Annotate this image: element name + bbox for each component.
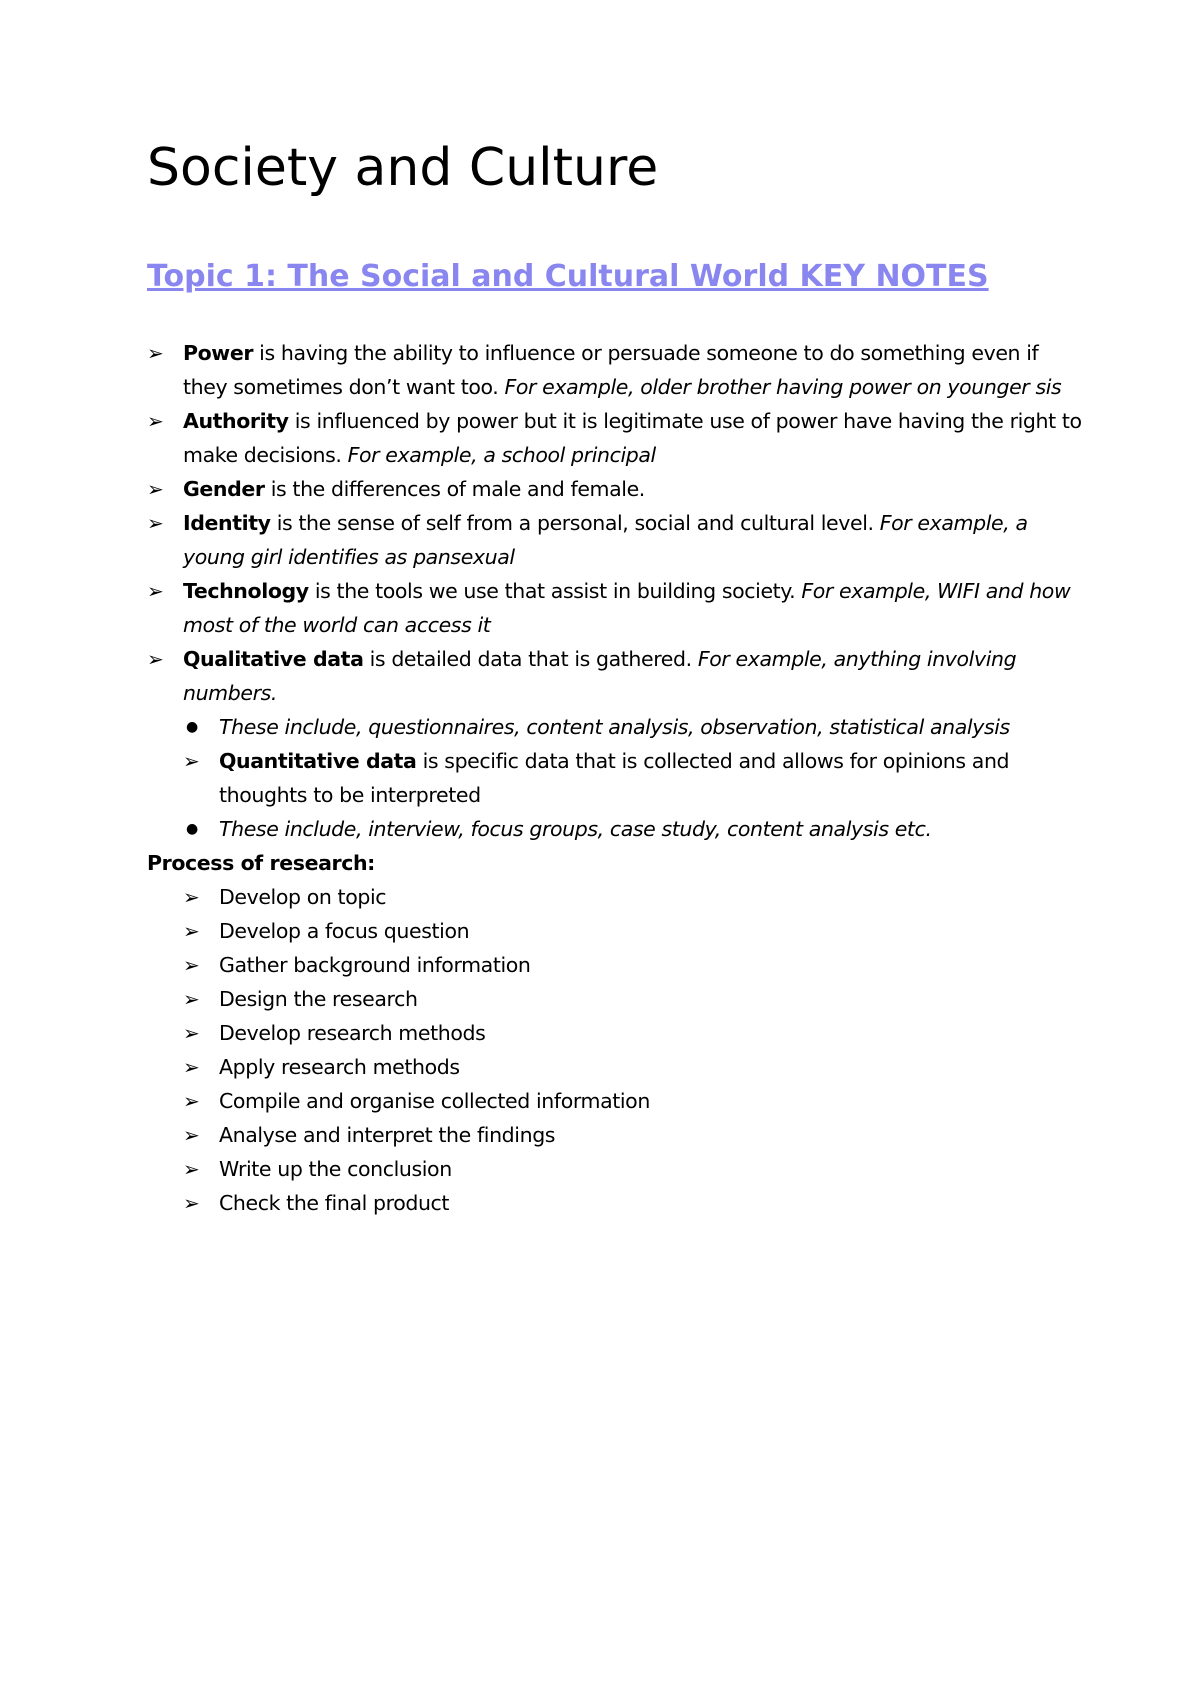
- definition: is detailed data that is gathered.: [363, 647, 698, 671]
- term: Qualitative data: [183, 647, 364, 671]
- step-text: Design the research: [219, 987, 418, 1011]
- list-item: [183, 1118, 1087, 1152]
- list-item-authority: [147, 404, 1087, 472]
- document-title: Society and Culture: [147, 138, 659, 198]
- step-text: Develop research methods: [219, 1021, 486, 1045]
- arrowhead-bullet-icon: ➢: [147, 511, 164, 535]
- key-notes-list: [147, 336, 1087, 846]
- term: Power: [183, 341, 254, 365]
- list-item-quantitative-includes: [183, 812, 1087, 846]
- arrowhead-bullet-icon: ➢: [147, 477, 164, 501]
- term: Gender: [183, 477, 265, 501]
- term: Identity: [183, 511, 271, 535]
- example: For example, a young girl identifies as pansexual: [183, 511, 1028, 569]
- arrowhead-bullet-icon: ➢: [147, 341, 164, 365]
- example: For example, older brother having power on younger sis: [504, 375, 1062, 399]
- list-item: [183, 1016, 1087, 1050]
- arrowhead-bullet-icon: ➢: [183, 885, 200, 909]
- arrowhead-bullet-icon: ➢: [147, 409, 164, 433]
- arrowhead-bullet-icon: ➢: [183, 749, 200, 773]
- list-item-technology: [147, 574, 1087, 642]
- arrowhead-bullet-icon: ➢: [183, 1123, 200, 1147]
- list-item: [183, 1050, 1087, 1084]
- list-item: [183, 982, 1087, 1016]
- step-text: Gather background information: [219, 953, 531, 977]
- step-text: Apply research methods: [219, 1055, 460, 1079]
- example: For example, anything involving numbers.: [183, 647, 1017, 705]
- example: For example, WIFI and how most of the world can access it: [183, 579, 1071, 637]
- arrowhead-bullet-icon: ➢: [147, 579, 164, 603]
- list-item: [183, 880, 1087, 914]
- process-steps-list: [147, 880, 1087, 1220]
- step-text: Check the final product: [219, 1191, 450, 1215]
- list-item-qualitative: [147, 642, 1087, 710]
- list-item: [183, 1186, 1087, 1220]
- list-item-qualitative-includes: [183, 710, 1087, 744]
- definition: is specific data that is collected and allows for opinions and thoughts to be interpreted: [219, 749, 1010, 807]
- arrowhead-bullet-icon: ➢: [183, 1089, 200, 1113]
- step-text: Analyse and interpret the findings: [219, 1123, 556, 1147]
- list-item: [183, 1084, 1087, 1118]
- step-text: Develop on topic: [219, 885, 387, 909]
- step-text: Compile and organise collected information: [219, 1089, 650, 1113]
- arrowhead-bullet-icon: ➢: [183, 1055, 200, 1079]
- term: Authority: [183, 409, 289, 433]
- list-item: [183, 1152, 1087, 1186]
- arrowhead-bullet-icon: ➢: [183, 1191, 200, 1215]
- includes-text: These include, questionnaires, content analysis, observation, statistical analysis: [219, 715, 1010, 739]
- topic-heading: Topic 1: The Social and Cultural World KEY NOTES: [147, 259, 989, 294]
- term: Technology: [183, 579, 309, 603]
- definition: is having the ability to influence or persuade someone to do something even if they sometimes don’t want too.: [183, 341, 1039, 399]
- definition: is the sense of self from a personal, social and cultural level.: [270, 511, 880, 535]
- list-item: [183, 914, 1087, 948]
- dot-bullet-icon: ●: [186, 719, 198, 735]
- dot-bullet-icon: ●: [186, 821, 198, 837]
- list-item-power: [147, 336, 1087, 404]
- definition: is the tools we use that assist in building society.: [308, 579, 802, 603]
- arrowhead-bullet-icon: ➢: [183, 1157, 200, 1181]
- term: Quantitative data: [219, 749, 417, 773]
- includes-text: These include, interview, focus groups, case study, content analysis etc.: [219, 817, 932, 841]
- list-item-gender: [147, 472, 1087, 506]
- arrowhead-bullet-icon: ➢: [183, 987, 200, 1011]
- list-item: [183, 948, 1087, 982]
- definition: is the differences of male and female.: [264, 477, 645, 501]
- arrowhead-bullet-icon: ➢: [147, 647, 164, 671]
- step-text: Write up the conclusion: [219, 1157, 452, 1181]
- list-item-quantitative: [183, 744, 1087, 812]
- definition: is influenced by power but it is legitimate use of power have having the right to make decisions.: [183, 409, 1082, 467]
- list-item-identity: [147, 506, 1087, 574]
- arrowhead-bullet-icon: ➢: [183, 919, 200, 943]
- arrowhead-bullet-icon: ➢: [183, 1021, 200, 1045]
- arrowhead-bullet-icon: ➢: [183, 953, 200, 977]
- document-body: [147, 336, 1087, 1220]
- process-label: Process of research:: [147, 851, 375, 875]
- step-text: Develop a focus question: [219, 919, 470, 943]
- example: For example, a school principal: [347, 443, 656, 467]
